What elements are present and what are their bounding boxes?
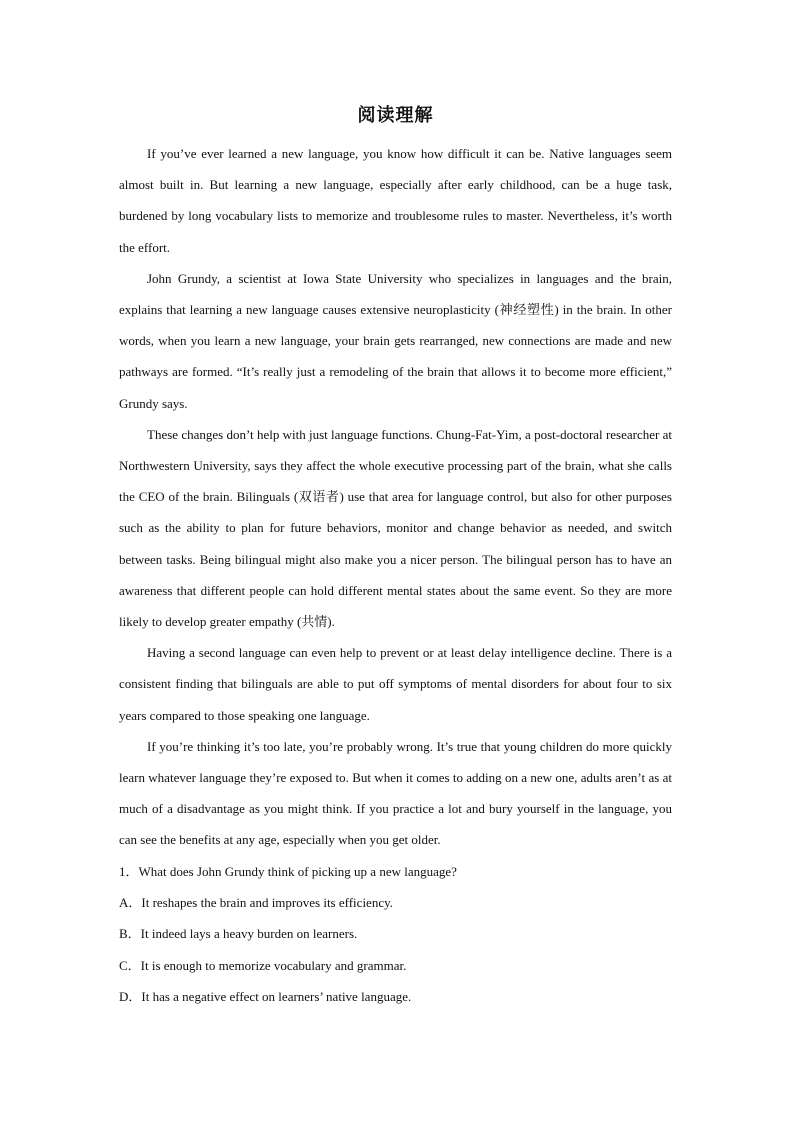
passage-paragraph-5: If you’re thinking it’s too late, you’re probably wrong. It’s true that young children do more quickly learn whatever language they’re exposed to. But when it comes to adding on a new one, adults aren’t as at much of a disadvantage as you might think. If you practice a lot and bury yourself in the language, you can see the benefits at any age, especially when you get older.	[119, 738, 672, 848]
option-a: A．It reshapes the brain and improves its efficiency.	[119, 895, 393, 911]
option-d: D．It has a negative effect on learners’ native language.	[119, 988, 412, 1004]
passage-paragraph-4: Having a second language can even help to prevent or at least delay intelligence decline. There is a consistent finding that bilinguals are able to put off symptoms of mental disorders for about four to six years compared to those speaking one language.	[119, 645, 672, 723]
option-b: B．It indeed lays a heavy burden on learners.	[119, 926, 358, 942]
question-stem: 1．What does John Grundy think of picking up a new language?	[119, 864, 457, 879]
option-c: C．It is enough to memorize vocabulary and grammar.	[119, 957, 407, 973]
question-block	[119, 856, 672, 1012]
passage-paragraph-3: These changes don’t help with just language functions. Chung-Fat-Yim, a post-doctoral researcher at Northwestern University, says they affect the whole executive processing part of the brain, what she calls the CEO of the brain. Bilinguals (双语者) use that area for language control, but also for other purposes such as the ability to plan for future behaviors, monitor and change behavior as needed, and switch between tasks. Being bilingual might also make you a nicer person. The bilingual person has to have an awareness that different people can hold different mental states about the same event. So they are more likely to develop greater empathy (共情).	[119, 426, 672, 630]
passage-paragraph-1: If you’ve ever learned a new language, you know how difficult it can be. Native languages seem almost built in. But learning a new language, especially after early childhood, can be a huge task, burdened by long vocabulary lists to memorize and troublesome rules to master. Nevertheless, it’s worth the effort.	[119, 146, 672, 255]
passage-paragraph-2: John Grundy, a scientist at Iowa State University who specializes in languages and the brain, explains that learning a new language causes extensive neuroplasticity (神经塑性) in the brain. In other words, when you learn a new language, your brain gets rearranged, new connections are made and new pathways are formed. “It’s really just a remodeling of the brain that allows it to become more efficient,” Grundy says.	[119, 270, 672, 411]
passage	[119, 138, 672, 856]
page-title: 阅读理解	[357, 105, 434, 126]
